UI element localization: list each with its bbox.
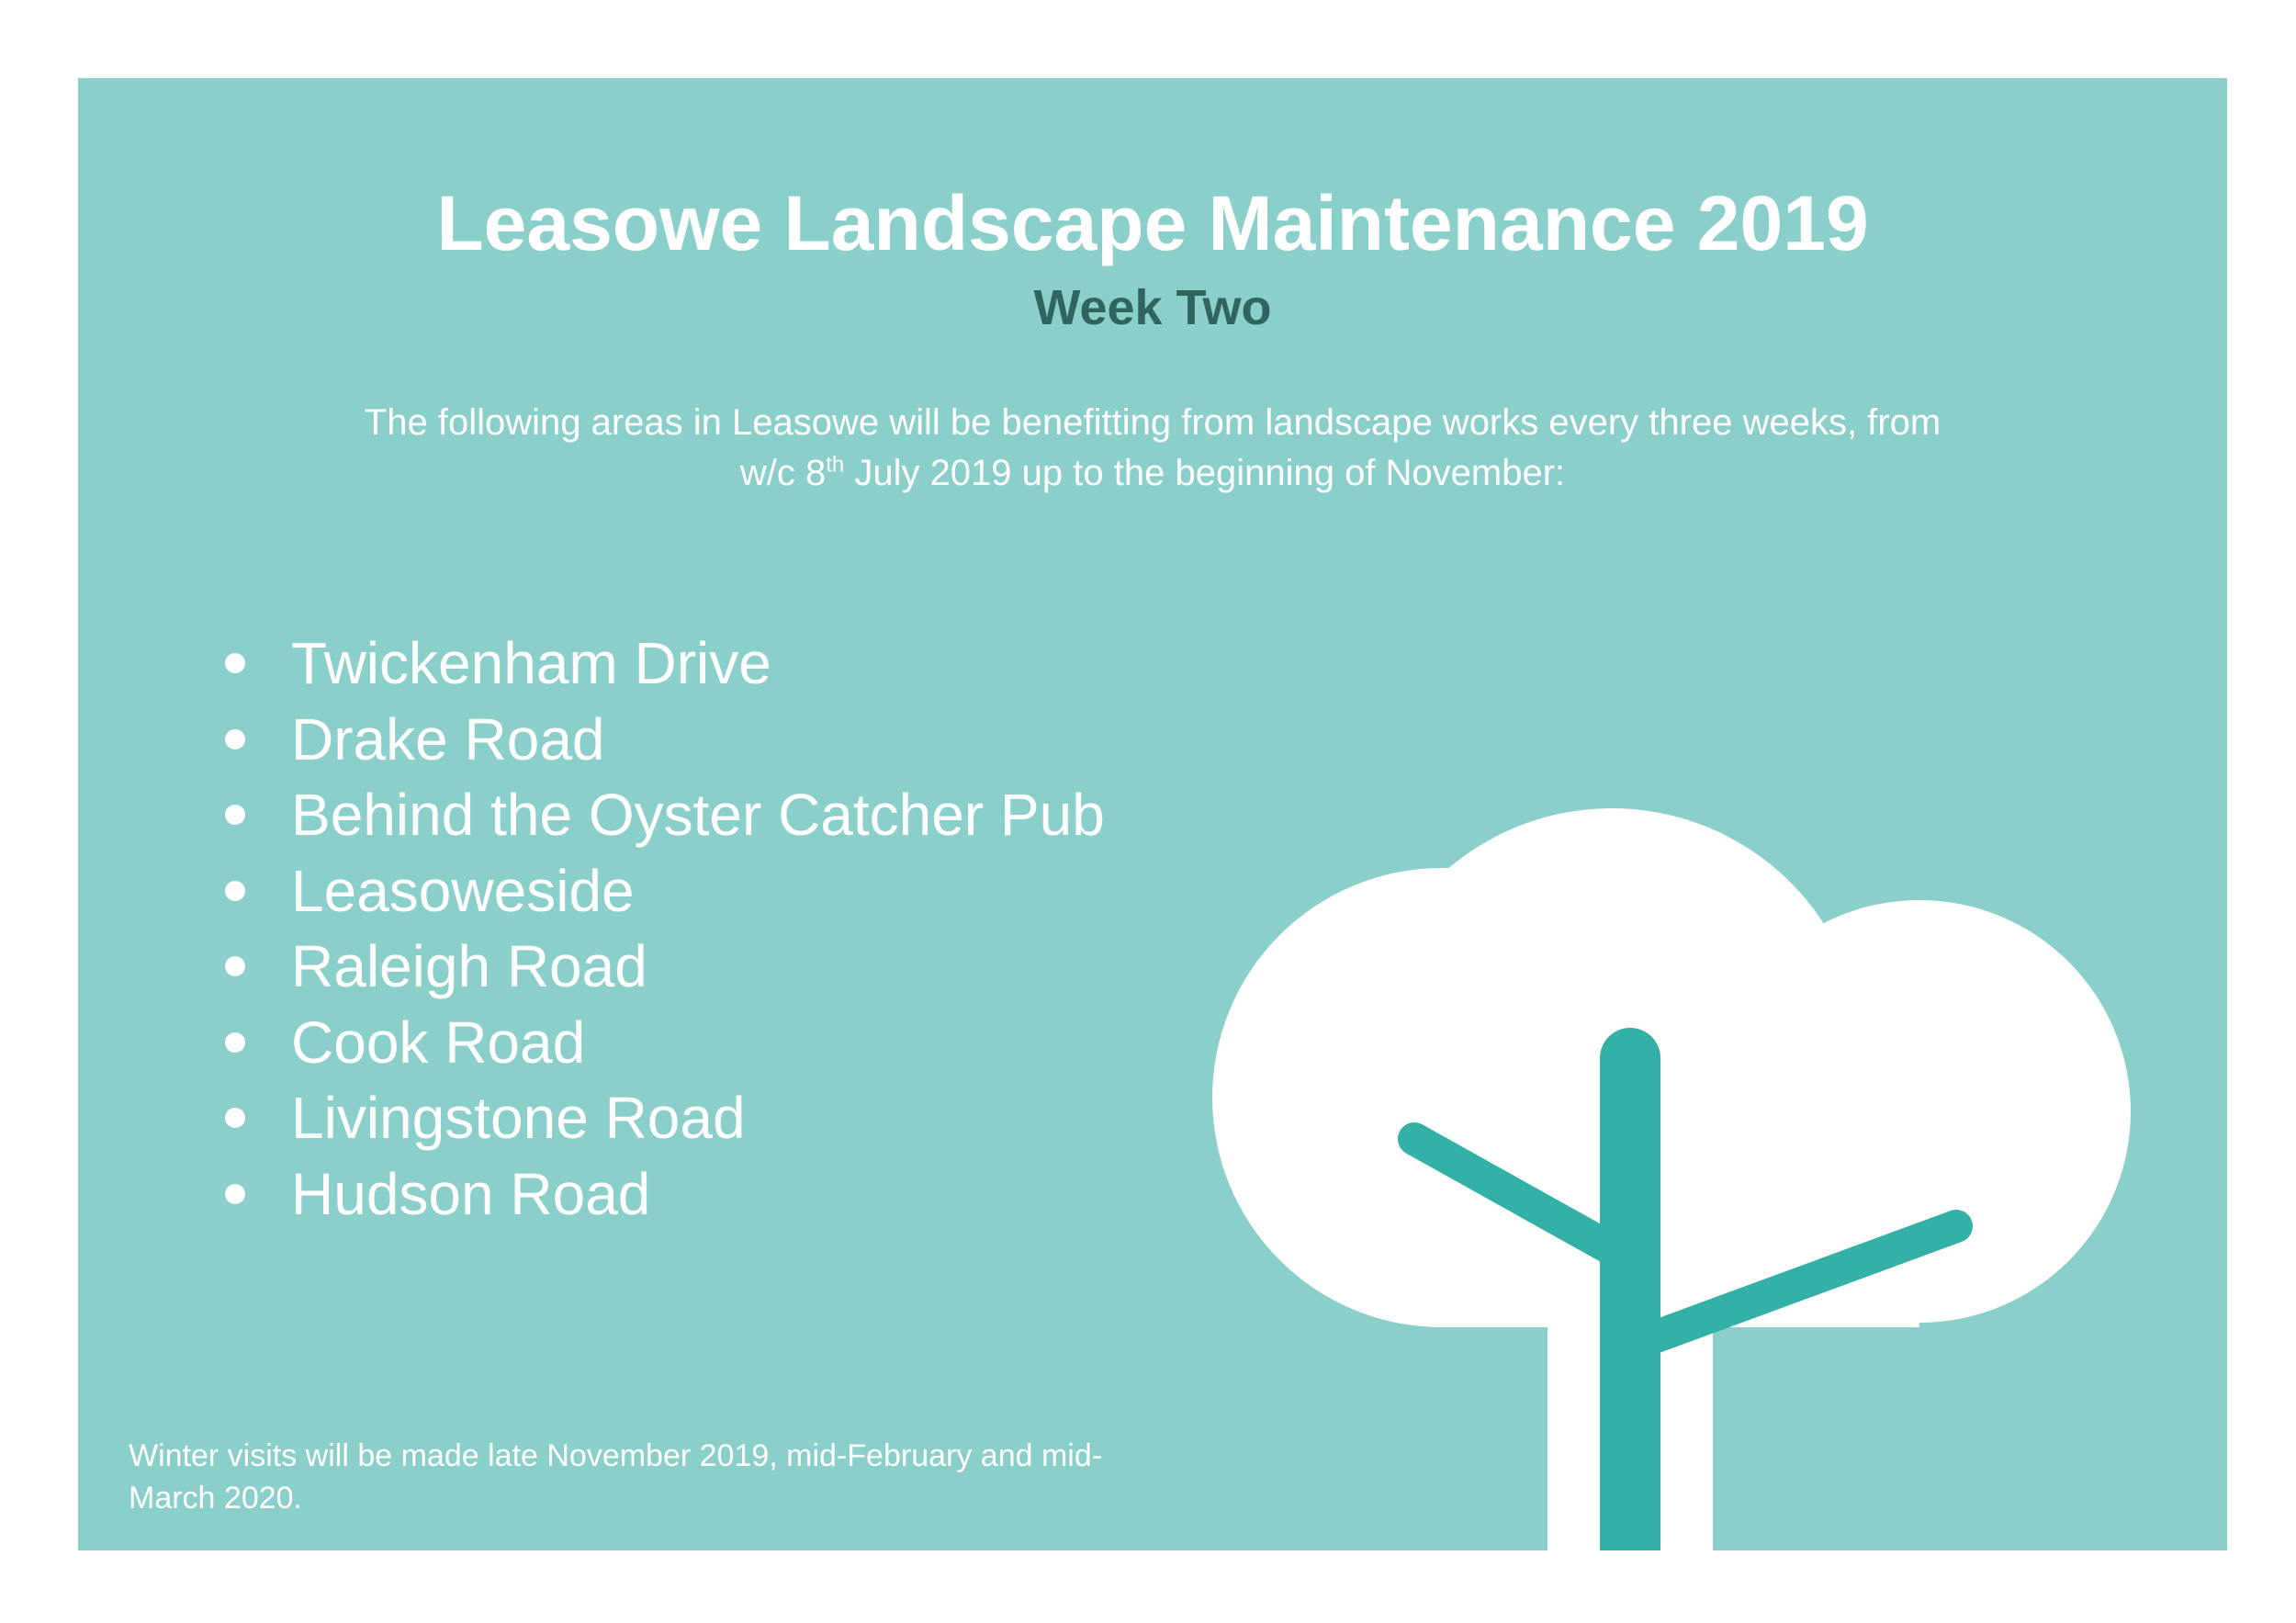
list-item — [225, 1005, 1105, 1081]
area-name: Drake Road — [291, 705, 605, 772]
list-item — [225, 853, 1105, 930]
area-name: Leasoweside — [291, 857, 635, 924]
list-item — [225, 777, 1105, 853]
page-title: Leasowe Landscape Maintenance 2019 — [436, 180, 1869, 266]
list-item — [225, 626, 1105, 702]
page-subtitle: Week Two — [1033, 280, 1272, 335]
tree-crown — [1212, 808, 2131, 1550]
bullet-icon — [225, 1184, 245, 1204]
bullet-icon — [225, 653, 245, 673]
bullet-icon — [225, 729, 245, 750]
bullet-icon — [225, 805, 245, 825]
areas-list — [225, 626, 1105, 1232]
area-name: Raleigh Road — [291, 933, 647, 999]
list-item — [225, 929, 1105, 1005]
tree-icon — [1212, 648, 2131, 1550]
notice-panel — [78, 78, 2227, 1550]
list-item — [225, 702, 1105, 778]
area-name: Twickenham Drive — [291, 630, 771, 696]
bullet-icon — [225, 1032, 245, 1053]
intro-text-start: The following areas in Leasowe will be benefitting from landscape works every three weeks, from w/c 8 — [364, 402, 1941, 493]
intro-text-end: July 2019 up to the beginning of November: — [844, 453, 1566, 493]
bullet-icon — [225, 1108, 245, 1128]
intro-paragraph — [354, 398, 1952, 499]
area-name: Livingstone Road — [291, 1085, 746, 1151]
intro-ordinal-suffix: th — [826, 452, 845, 478]
list-item — [225, 1080, 1105, 1156]
area-name: Cook Road — [291, 1009, 586, 1076]
winter-visits-note: Winter visits will be made late November 2019, mid-February and mid-March 2020. — [129, 1438, 1103, 1516]
list-item — [225, 1156, 1105, 1233]
area-name: Hudson Road — [291, 1160, 651, 1227]
area-name: Behind the Oyster Catcher Pub — [291, 782, 1105, 848]
bullet-icon — [225, 881, 245, 901]
bullet-icon — [225, 956, 245, 976]
